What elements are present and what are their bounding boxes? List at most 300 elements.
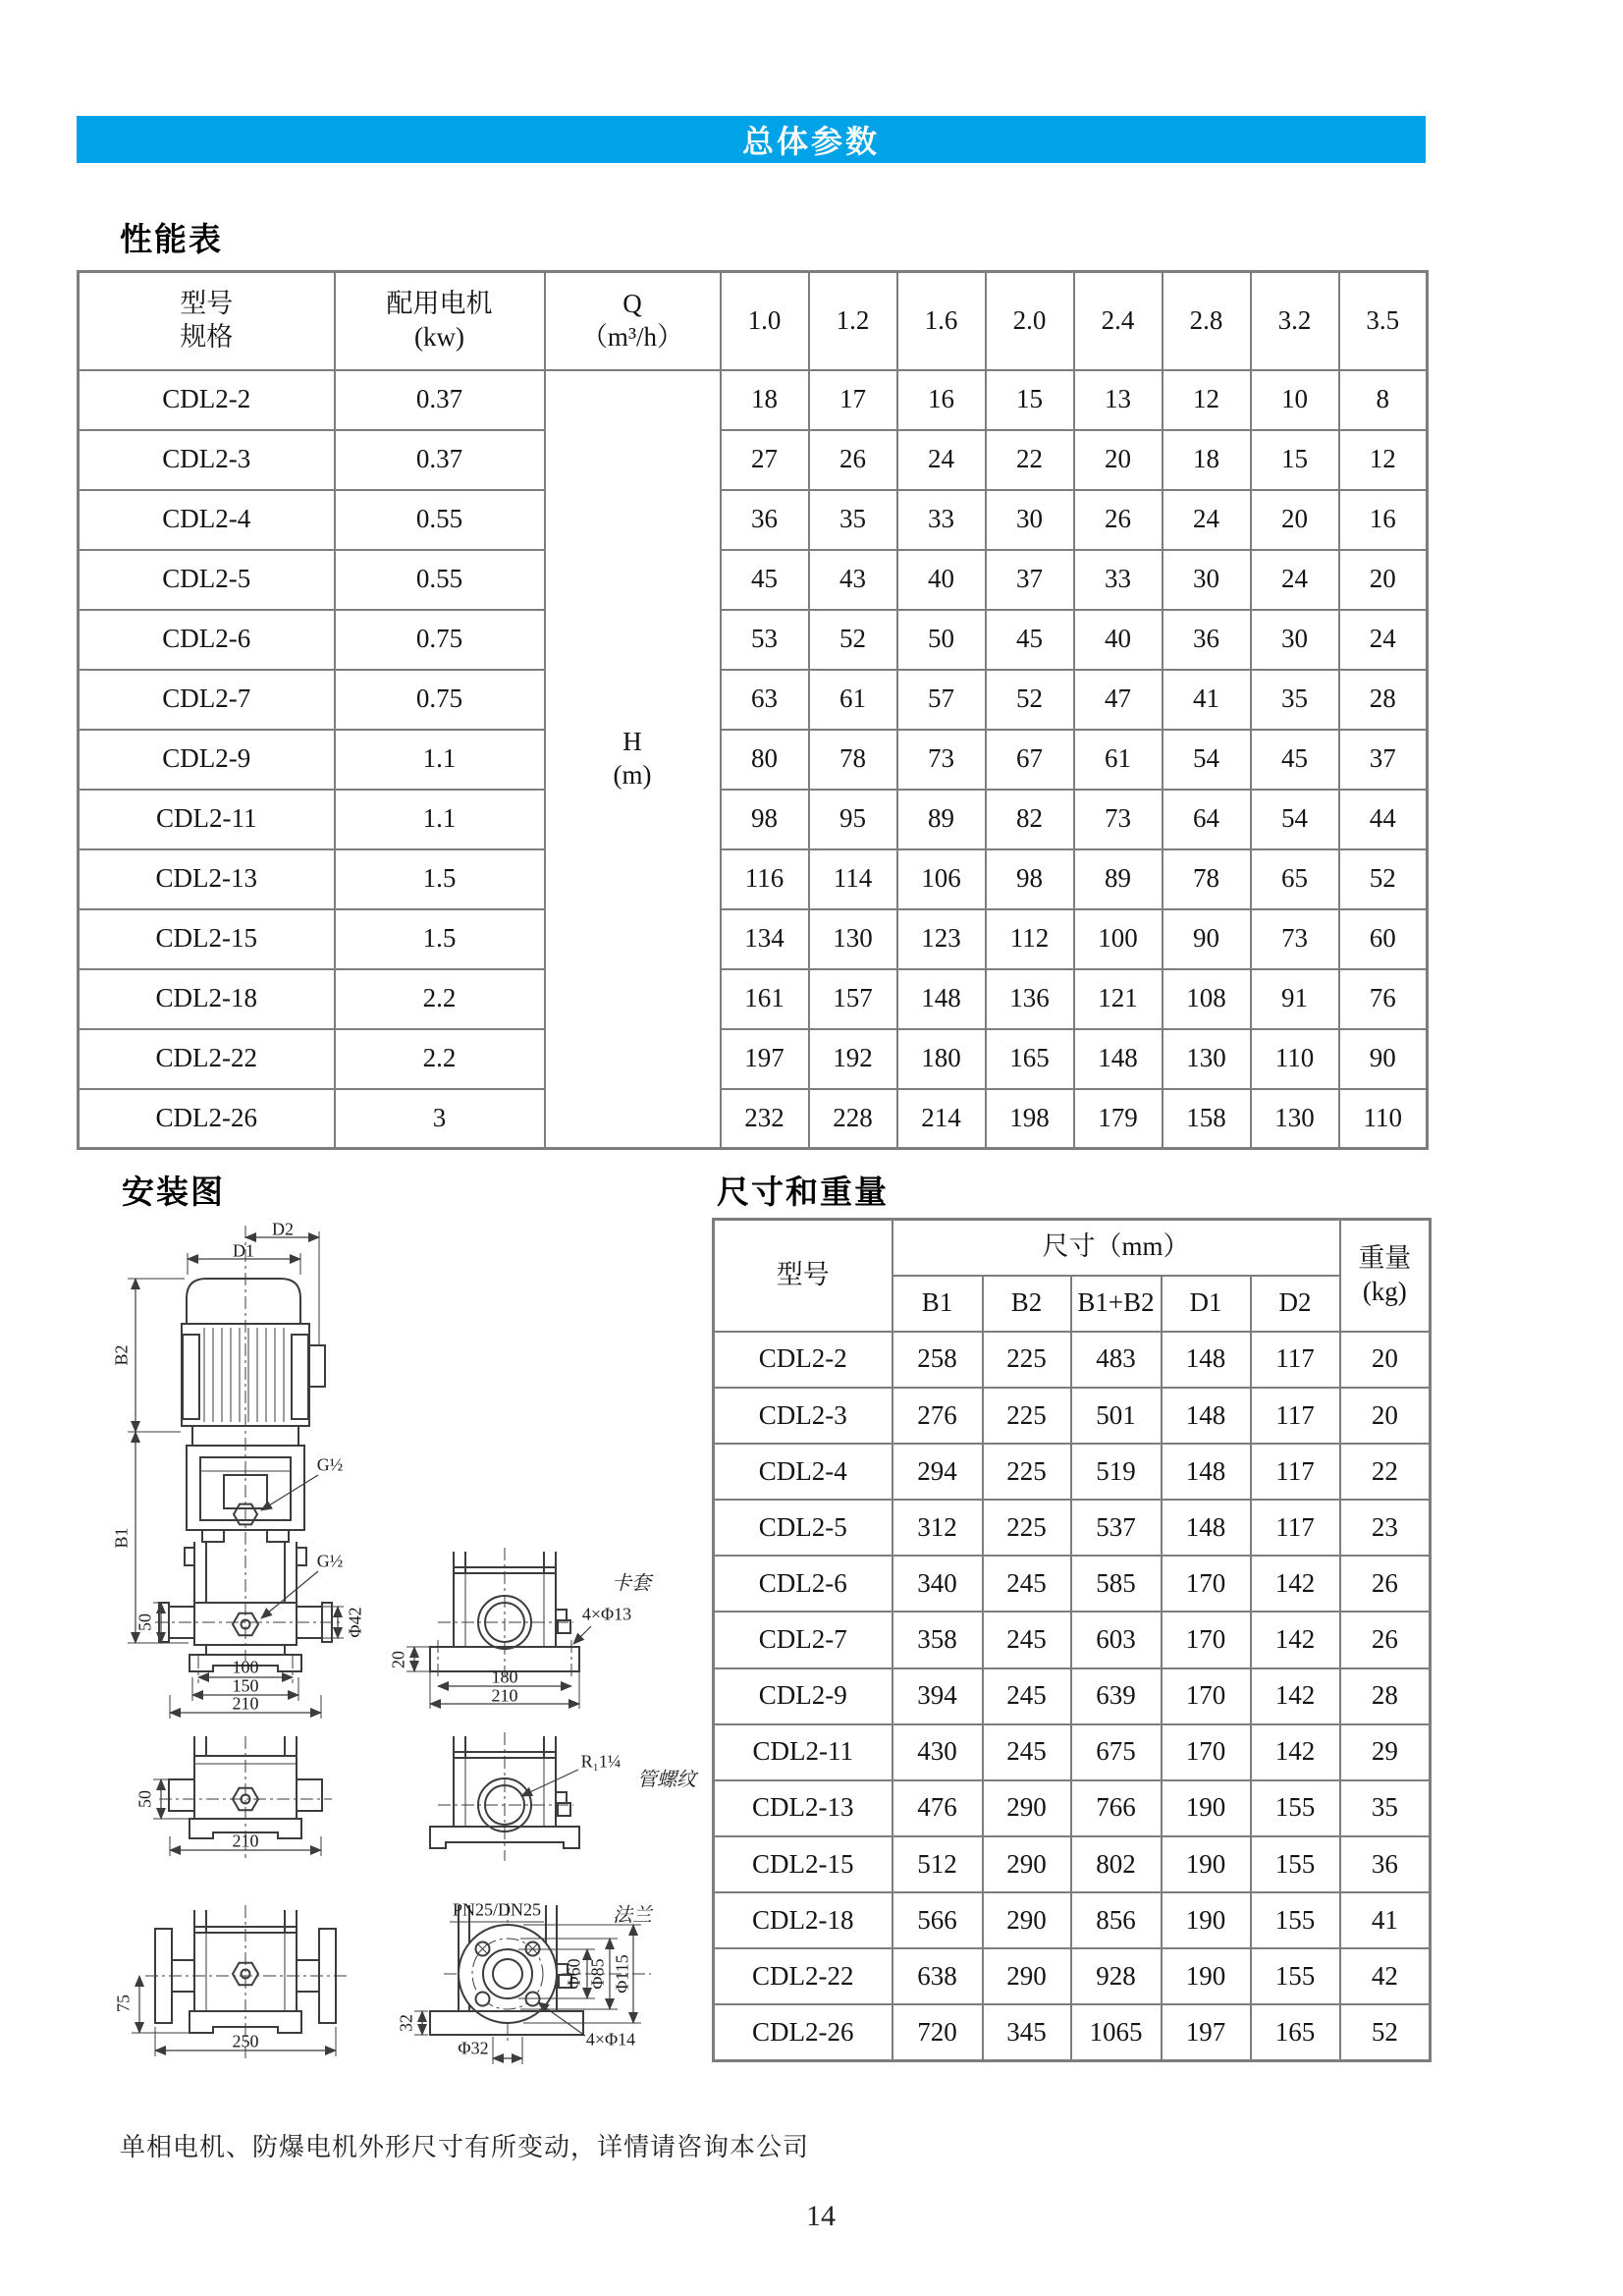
dimension-value-cell: 170 [1162, 1668, 1251, 1724]
dims-weight-header [1340, 1220, 1431, 1332]
performance-table [77, 270, 1429, 1150]
head-value-cell: 73 [1251, 909, 1339, 969]
head-value-cell: 198 [986, 1089, 1074, 1149]
performance-row [79, 1089, 1428, 1149]
head-value-cell: 24 [1163, 490, 1251, 550]
dimension-value-cell: 117 [1251, 1500, 1340, 1556]
dimension-value-cell: 430 [893, 1724, 983, 1780]
base-view-pipe-thread [430, 1732, 579, 1861]
dimensions-row [714, 1556, 1431, 1612]
model-cell: CDL2-3 [79, 430, 335, 490]
dimensions-table [712, 1218, 1432, 2062]
model-cell: CDL2-7 [714, 1612, 893, 1667]
dimension-value-cell: 52 [1340, 2004, 1431, 2060]
dimension-value-cell: 537 [1071, 1500, 1162, 1556]
dimension-value-cell: 148 [1162, 1332, 1251, 1388]
model-cell: CDL2-22 [79, 1029, 335, 1089]
dimension-value-cell: 155 [1251, 1892, 1340, 1948]
head-value-cell: 22 [986, 430, 1074, 490]
head-value-cell: 116 [721, 849, 809, 909]
dimension-value-cell: 585 [1071, 1556, 1162, 1612]
head-value-cell: 63 [721, 670, 809, 730]
head-value-cell: 82 [986, 790, 1074, 849]
dimension-value-cell: 312 [893, 1500, 983, 1556]
dim-label-210-a: 210 [232, 1693, 259, 1714]
flow-q-header-line1: Q [622, 289, 642, 318]
model-cell: CDL2-13 [79, 849, 335, 909]
head-value-cell: 20 [1251, 490, 1339, 550]
model-cell: CDL2-9 [79, 730, 335, 790]
dimension-value-cell: 29 [1340, 1724, 1431, 1780]
dimension-value-cell: 258 [893, 1332, 983, 1388]
model-cell: CDL2-11 [79, 790, 335, 849]
dimension-value-cell: 566 [893, 1892, 983, 1948]
head-value-cell: 232 [721, 1089, 809, 1149]
head-value-cell: 90 [1339, 1029, 1428, 1089]
dim-label-210-b: 210 [232, 1831, 259, 1851]
motor-cell: 0.55 [335, 550, 545, 610]
head-value-cell: 41 [1163, 670, 1251, 730]
head-value-cell: 89 [1074, 849, 1163, 909]
head-value-cell: 98 [721, 790, 809, 849]
performance-row [79, 670, 1428, 730]
flow-q-header [545, 272, 721, 370]
thread-note-label: 管螺纹 [637, 1769, 696, 1791]
dimension-value-cell: 245 [983, 1556, 1071, 1612]
dimension-value-cell: 501 [1071, 1388, 1162, 1444]
head-value-cell: 64 [1163, 790, 1251, 849]
dimension-value-cell: 155 [1251, 1948, 1340, 2004]
head-value-cell: 12 [1163, 370, 1251, 430]
head-value-cell: 35 [1251, 670, 1339, 730]
dimension-value-cell: 802 [1071, 1836, 1162, 1892]
model-cell: CDL2-4 [79, 490, 335, 550]
head-value-cell: 30 [1251, 610, 1339, 670]
head-value-cell: 65 [1251, 849, 1339, 909]
dims-model-header: 型号 [714, 1220, 893, 1332]
dimension-value-cell: 639 [1071, 1668, 1162, 1724]
dim-label-d1: D1 [233, 1240, 254, 1261]
dimension-value-cell: 294 [893, 1444, 983, 1500]
flow-q-header-line2: （m³/h） [580, 321, 684, 352]
head-value-cell: 36 [721, 490, 809, 550]
head-value-cell: 60 [1339, 909, 1428, 969]
dim-label-thread: R₁1¼ [580, 1751, 622, 1772]
head-value-cell: 17 [809, 370, 897, 430]
performance-row [79, 490, 1428, 550]
dimension-value-cell: 1065 [1071, 2004, 1162, 2060]
dimension-value-cell: 42 [1340, 1948, 1431, 2004]
model-spec-header-line1: 型号 [180, 289, 234, 318]
motor-header-line2: (kw) [414, 321, 464, 352]
head-value-cell: 47 [1074, 670, 1163, 730]
head-value-cell: 15 [986, 370, 1074, 430]
motor-cell: 0.75 [335, 610, 545, 670]
dimension-value-cell: 856 [1071, 1892, 1162, 1948]
head-value-cell: 214 [897, 1089, 986, 1149]
banner-title: 总体参数 [741, 124, 881, 159]
dimension-value-cell: 20 [1340, 1388, 1431, 1444]
dimensions-row [714, 1780, 1431, 1836]
head-value-cell: 27 [721, 430, 809, 490]
dimension-value-cell: 483 [1071, 1332, 1162, 1388]
dimension-value-cell: 476 [893, 1780, 983, 1836]
dimension-value-cell: 190 [1162, 1892, 1251, 1948]
dimension-value-cell: 117 [1251, 1332, 1340, 1388]
head-value-cell: 114 [809, 849, 897, 909]
head-value-cell: 130 [1251, 1089, 1339, 1149]
dimension-value-cell: 245 [983, 1668, 1071, 1724]
model-cell: CDL2-6 [714, 1556, 893, 1612]
dim-label-20: 20 [388, 1651, 408, 1668]
dimension-value-cell: 117 [1251, 1388, 1340, 1444]
model-cell: CDL2-3 [714, 1388, 893, 1444]
dimension-value-cell: 290 [983, 1780, 1071, 1836]
dims-col-header: B1+B2 [1071, 1276, 1162, 1332]
dimensions-row [714, 1388, 1431, 1444]
flow-col-header: 1.0 [721, 272, 809, 370]
dimension-value-cell: 41 [1340, 1892, 1431, 1948]
head-value-cell: 16 [1339, 490, 1428, 550]
dimension-value-cell: 23 [1340, 1500, 1431, 1556]
head-value-cell: 54 [1251, 790, 1339, 849]
head-value-cell: 179 [1074, 1089, 1163, 1149]
dimension-value-cell: 290 [983, 1836, 1071, 1892]
dimension-value-cell: 720 [893, 2004, 983, 2060]
dimension-value-cell: 155 [1251, 1836, 1340, 1892]
head-value-cell: 78 [809, 730, 897, 790]
model-cell: CDL2-18 [79, 969, 335, 1029]
dimension-value-cell: 148 [1162, 1500, 1251, 1556]
head-value-cell: 52 [1339, 849, 1428, 909]
head-value-cell: 35 [809, 490, 897, 550]
dimension-value-cell: 142 [1251, 1556, 1340, 1612]
dims-weight-header-line1: 重量 [1358, 1243, 1412, 1274]
flow-col-header: 3.5 [1339, 272, 1428, 370]
dim-label-b2: B2 [111, 1344, 132, 1366]
dimensions-row [714, 1948, 1431, 2004]
dim-label-g-half-bottom: G½ [316, 1551, 344, 1571]
performance-row [79, 969, 1428, 1029]
head-value-cell: 13 [1074, 370, 1163, 430]
dimension-value-cell: 519 [1071, 1444, 1162, 1500]
head-value-cell: 228 [809, 1089, 897, 1149]
motor-cell: 0.37 [335, 370, 545, 430]
dimension-value-cell: 22 [1340, 1444, 1431, 1500]
performance-header-row [79, 272, 1428, 370]
head-value-cell: 90 [1163, 909, 1251, 969]
dimension-value-cell: 225 [983, 1388, 1071, 1444]
head-value-cell: 73 [897, 730, 986, 790]
performance-row [79, 790, 1428, 849]
head-value-cell: 18 [1163, 430, 1251, 490]
head-value-cell: 57 [897, 670, 986, 730]
head-value-cell: 161 [721, 969, 809, 1029]
head-value-cell: 165 [986, 1029, 1074, 1089]
dimension-value-cell: 928 [1071, 1948, 1162, 2004]
model-cell: CDL2-15 [714, 1836, 893, 1892]
head-value-cell: 180 [897, 1029, 986, 1089]
motor-cell: 1.5 [335, 909, 545, 969]
dimensions-row [714, 1892, 1431, 1948]
head-value-cell: 106 [897, 849, 986, 909]
head-value-cell: 12 [1339, 430, 1428, 490]
head-value-cell: 108 [1163, 969, 1251, 1029]
dimension-value-cell: 290 [983, 1948, 1071, 2004]
dimension-value-cell: 512 [893, 1836, 983, 1892]
dimension-value-cell: 36 [1340, 1836, 1431, 1892]
head-value-cell: 123 [897, 909, 986, 969]
motor-header-line1: 配用电机 [386, 289, 493, 318]
dimensions-row [714, 1612, 1431, 1667]
dims-col-header: B2 [983, 1276, 1071, 1332]
dimensions-row [714, 1500, 1431, 1556]
model-cell: CDL2-26 [714, 2004, 893, 2060]
dims-col-header: D1 [1162, 1276, 1251, 1332]
dimension-value-cell: 245 [983, 1612, 1071, 1667]
head-value-cell: 20 [1339, 550, 1428, 610]
head-value-cell: 52 [986, 670, 1074, 730]
dim-label-180: 180 [491, 1667, 518, 1687]
model-cell: CDL2-18 [714, 1892, 893, 1948]
head-unit-line: (m) [613, 759, 652, 790]
dimension-value-cell: 190 [1162, 1836, 1251, 1892]
head-value-cell: 26 [809, 430, 897, 490]
dimension-value-cell: 148 [1162, 1388, 1251, 1444]
flange-spec-label: PN25/DN25 [452, 1899, 542, 1920]
dims-weight-header-line2: (kg) [1362, 1276, 1407, 1306]
dimensions-row [714, 1668, 1431, 1724]
model-cell: CDL2-13 [714, 1780, 893, 1836]
head-value-cell: 52 [809, 610, 897, 670]
dimension-value-cell: 394 [893, 1668, 983, 1724]
head-value-cell: 110 [1339, 1089, 1428, 1149]
dim-label-210-c: 210 [491, 1685, 518, 1706]
head-value-cell: 43 [809, 550, 897, 610]
clamp-label: 卡套 [612, 1572, 651, 1595]
motor-cell: 1.1 [335, 790, 545, 849]
dimension-value-cell: 148 [1162, 1444, 1251, 1500]
flow-col-header: 2.0 [986, 272, 1074, 370]
head-value-cell: 30 [986, 490, 1074, 550]
motor-cell: 0.37 [335, 430, 545, 490]
head-value-cell: 54 [1163, 730, 1251, 790]
head-value-cell: 192 [809, 1029, 897, 1089]
head-value-cell: 24 [1251, 550, 1339, 610]
dimension-value-cell: 675 [1071, 1724, 1162, 1780]
dim-label-50-top: 50 [135, 1613, 155, 1631]
dimension-value-cell: 26 [1340, 1612, 1431, 1667]
dim-label-phi115: Φ115 [612, 1954, 632, 1994]
motor-header [335, 272, 545, 370]
head-value-cell: 37 [986, 550, 1074, 610]
head-value-cell: 157 [809, 969, 897, 1029]
dimension-value-cell: 170 [1162, 1612, 1251, 1667]
dimension-value-cell: 190 [1162, 1780, 1251, 1836]
head-value-cell: 24 [897, 430, 986, 490]
head-value-cell: 45 [1251, 730, 1339, 790]
dimension-value-cell: 165 [1251, 2004, 1340, 2060]
dimension-value-cell: 603 [1071, 1612, 1162, 1667]
head-value-cell: 76 [1339, 969, 1428, 1029]
dim-label-phi32: Φ32 [458, 2038, 489, 2058]
head-value-cell: 10 [1251, 370, 1339, 430]
dimension-value-cell: 155 [1251, 1780, 1340, 1836]
head-value-cell: 40 [897, 550, 986, 610]
head-value-cell: 36 [1163, 610, 1251, 670]
dimension-value-cell: 28 [1340, 1668, 1431, 1724]
head-value-cell: 136 [986, 969, 1074, 1029]
head-value-cell: 20 [1074, 430, 1163, 490]
head-value-cell: 45 [721, 550, 809, 610]
performance-row [79, 1029, 1428, 1089]
dimensions-row [714, 1724, 1431, 1780]
head-value-cell: 78 [1163, 849, 1251, 909]
dimension-value-cell: 142 [1251, 1668, 1340, 1724]
performance-row [79, 610, 1428, 670]
performance-row [79, 849, 1428, 909]
dim-label-phi60: Φ60 [564, 1958, 584, 1990]
head-value-cell: 100 [1074, 909, 1163, 969]
performance-row [79, 430, 1428, 490]
dims-col-header: D2 [1251, 1276, 1340, 1332]
dim-label-phi85: Φ85 [587, 1958, 608, 1990]
head-value-cell: 98 [986, 849, 1074, 909]
dimension-value-cell: 225 [983, 1332, 1071, 1388]
head-value-cell: 33 [1074, 550, 1163, 610]
performance-row [79, 370, 1428, 430]
dim-label-150: 150 [232, 1675, 259, 1696]
head-value-cell: 89 [897, 790, 986, 849]
model-cell: CDL2-2 [714, 1332, 893, 1388]
model-cell: CDL2-7 [79, 670, 335, 730]
head-value-cell: 61 [809, 670, 897, 730]
motor-cell: 1.1 [335, 730, 545, 790]
dim-label-4xphi14: 4×Φ14 [585, 2029, 636, 2050]
head-value-cell: 40 [1074, 610, 1163, 670]
head-value-cell: 53 [721, 610, 809, 670]
head-value-cell: 73 [1074, 790, 1163, 849]
model-cell: CDL2-2 [79, 370, 335, 430]
head-value-cell: 197 [721, 1029, 809, 1089]
model-cell: CDL2-6 [79, 610, 335, 670]
model-cell: CDL2-9 [714, 1668, 893, 1724]
model-cell: CDL2-4 [714, 1444, 893, 1500]
dim-label-g-half-top: G½ [316, 1454, 344, 1475]
head-value-cell: 158 [1163, 1089, 1251, 1149]
head-value-cell: 61 [1074, 730, 1163, 790]
footer-note: 单相电机、防爆电机外形尺寸有所变动，详情请咨询本公司 [120, 2133, 810, 2161]
head-value-cell: 45 [986, 610, 1074, 670]
dimension-value-cell: 358 [893, 1612, 983, 1667]
dimension-value-cell: 225 [983, 1500, 1071, 1556]
performance-row [79, 550, 1428, 610]
dimension-value-cell: 142 [1251, 1724, 1340, 1780]
dim-label-d2: D2 [272, 1219, 294, 1239]
dim-label-50-mid: 50 [135, 1790, 155, 1808]
head-value-cell: 44 [1339, 790, 1428, 849]
flow-col-header: 3.2 [1251, 272, 1339, 370]
flow-col-header: 2.4 [1074, 272, 1163, 370]
head-value-cell: 95 [809, 790, 897, 849]
head-value-cell: 37 [1339, 730, 1428, 790]
dimensions-row [714, 1836, 1431, 1892]
dim-label-32: 32 [396, 2014, 416, 2032]
dimensions-row [714, 2004, 1431, 2060]
dimension-value-cell: 190 [1162, 1948, 1251, 2004]
dimension-value-cell: 245 [983, 1724, 1071, 1780]
dim-label-75: 75 [113, 1995, 134, 2012]
flow-col-header: 2.8 [1163, 272, 1251, 370]
dimensions-heading: 尺寸和重量 [717, 1174, 889, 1210]
dimension-value-cell: 35 [1340, 1780, 1431, 1836]
motor-cell: 2.2 [335, 969, 545, 1029]
motor-cell: 0.75 [335, 670, 545, 730]
dimensions-row [714, 1332, 1431, 1388]
motor-cell: 2.2 [335, 1029, 545, 1089]
dimension-value-cell: 197 [1162, 2004, 1251, 2060]
head-value-cell: 110 [1251, 1029, 1339, 1089]
installation-heading: 安装图 [122, 1174, 225, 1210]
head-value-cell: 67 [986, 730, 1074, 790]
dimension-value-cell: 276 [893, 1388, 983, 1444]
head-value-cell: 112 [986, 909, 1074, 969]
page-number: 14 [806, 2200, 836, 2232]
dimensions-header-row-1 [714, 1220, 1431, 1276]
dimension-value-cell: 170 [1162, 1724, 1251, 1780]
dimension-value-cell: 117 [1251, 1444, 1340, 1500]
dimension-value-cell: 26 [1340, 1556, 1431, 1612]
installation-diagram [77, 1218, 710, 2116]
dimension-value-cell: 142 [1251, 1612, 1340, 1667]
model-cell: CDL2-22 [714, 1948, 893, 2004]
model-cell: CDL2-11 [714, 1724, 893, 1780]
dim-label-phi42: Φ42 [345, 1607, 365, 1638]
head-value-cell: 148 [897, 969, 986, 1029]
head-value-cell: 16 [897, 370, 986, 430]
model-cell: CDL2-15 [79, 909, 335, 969]
dimension-value-cell: 20 [1340, 1332, 1431, 1388]
dimension-value-cell: 170 [1162, 1556, 1251, 1612]
performance-heading: 性能表 [120, 221, 223, 257]
section-banner [77, 116, 1426, 163]
flow-col-header: 1.6 [897, 272, 986, 370]
model-spec-header [79, 272, 335, 370]
head-value-cell: 91 [1251, 969, 1339, 1029]
dimension-value-cell: 225 [983, 1444, 1071, 1500]
model-spec-header-line2: 规格 [180, 321, 234, 352]
dim-label-100: 100 [232, 1657, 259, 1677]
head-value-cell: 80 [721, 730, 809, 790]
head-value-cell: 33 [897, 490, 986, 550]
dimensions-row [714, 1444, 1431, 1500]
flow-col-header: 1.2 [809, 272, 897, 370]
dimension-value-cell: 340 [893, 1556, 983, 1612]
head-value-cell: 148 [1074, 1029, 1163, 1089]
model-cell: CDL2-5 [79, 550, 335, 610]
dimension-value-cell: 766 [1071, 1780, 1162, 1836]
motor-cell: 3 [335, 1089, 545, 1149]
head-value-cell: 24 [1339, 610, 1428, 670]
motor-cell: 1.5 [335, 849, 545, 909]
dimension-value-cell: 345 [983, 2004, 1071, 2060]
performance-row [79, 909, 1428, 969]
head-value-cell: 30 [1163, 550, 1251, 610]
dimension-value-cell: 290 [983, 1892, 1071, 1948]
head-value-cell: 130 [809, 909, 897, 969]
performance-row [79, 730, 1428, 790]
dims-col-header: B1 [893, 1276, 983, 1332]
